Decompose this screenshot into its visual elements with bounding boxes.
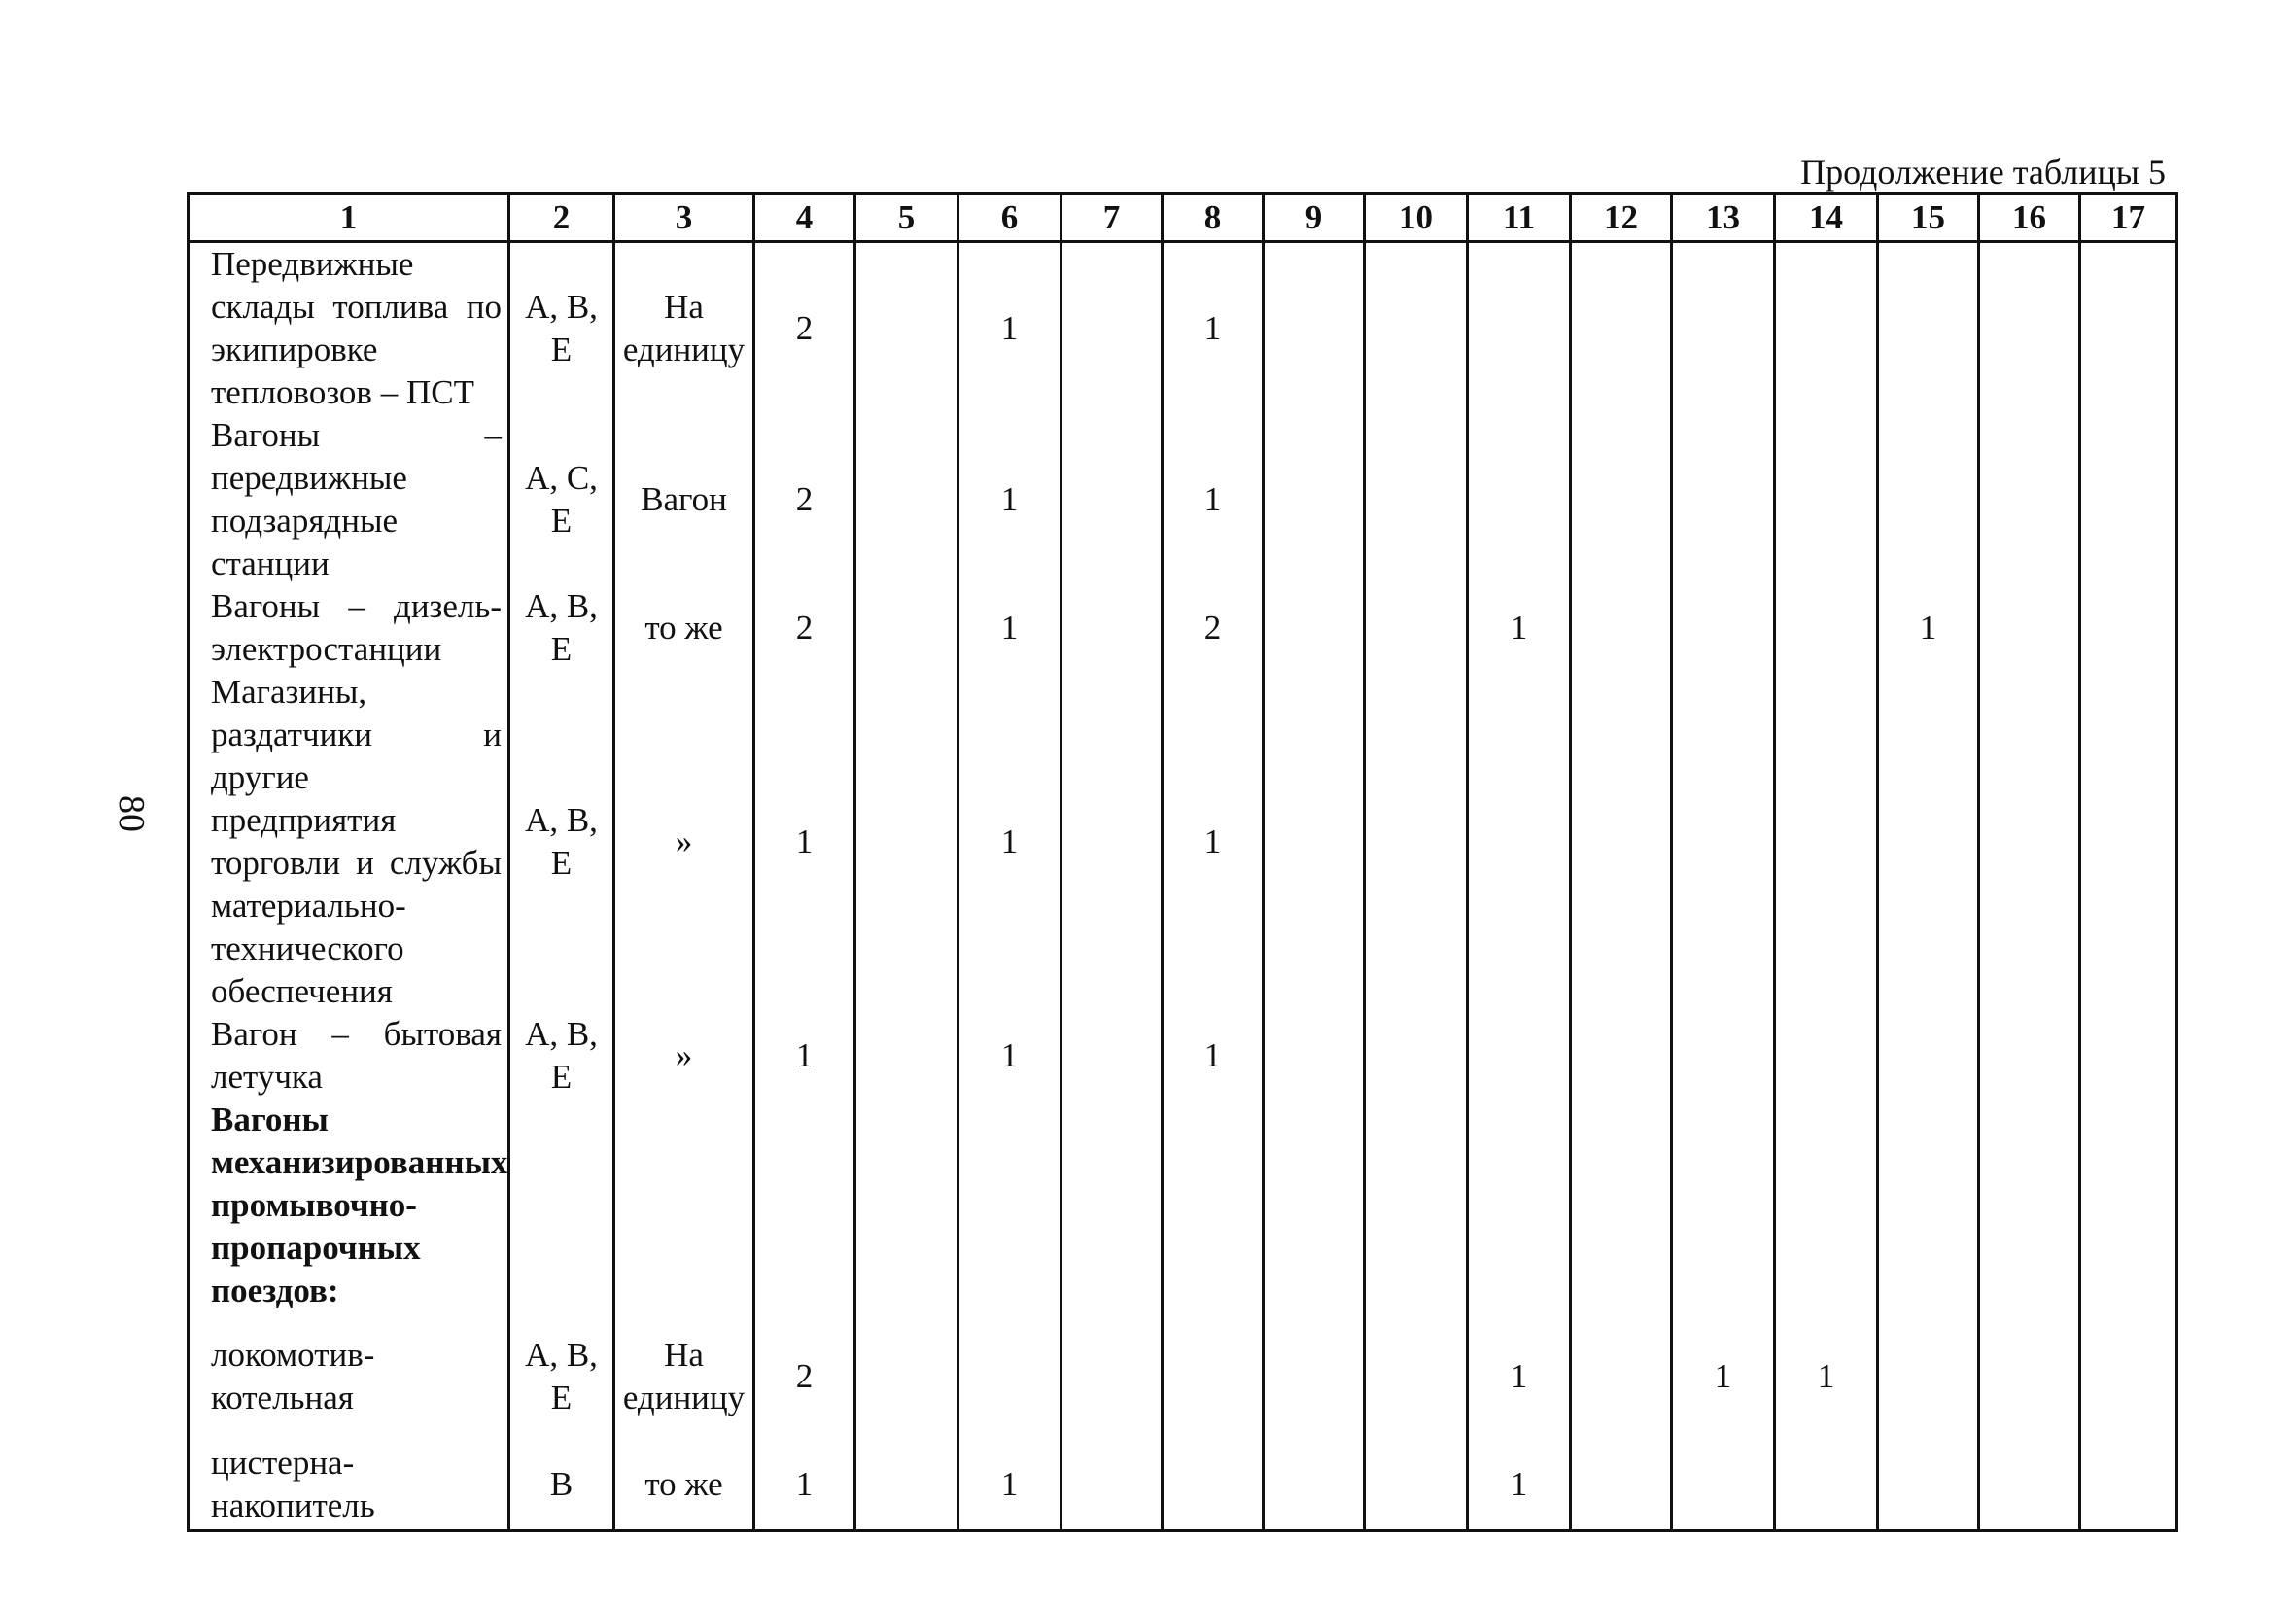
table-cell — [1775, 1013, 1878, 1099]
table-cell — [1979, 414, 2080, 585]
table-cell — [1163, 1312, 1264, 1441]
table-row — [189, 1441, 2177, 1530]
table-cell — [1775, 1099, 1878, 1312]
table-cell — [1775, 671, 1878, 1013]
table-cell — [1672, 1099, 1775, 1312]
row-name: цистерна-накопитель — [189, 1441, 509, 1530]
column-header: 7 — [1061, 194, 1163, 242]
table-cell — [1061, 414, 1163, 585]
table-cell — [1365, 671, 1468, 1013]
table-cell — [1061, 671, 1163, 1013]
column-header: 12 — [1571, 194, 1672, 242]
table-cell: 1 — [1878, 585, 1979, 671]
table-cell: 1 — [1163, 671, 1264, 1013]
table-cell — [1061, 585, 1163, 671]
table-cell — [1979, 585, 2080, 671]
table-cell — [1468, 1013, 1571, 1099]
row-name: Вагоны – дизель-электростанции — [189, 585, 509, 671]
table-cell — [1365, 1099, 1468, 1312]
table-cell — [1264, 1312, 1365, 1441]
table-cell — [1878, 671, 1979, 1013]
table-cell — [1163, 1099, 1264, 1312]
table-row — [189, 671, 2177, 1013]
table-cell — [1571, 585, 1672, 671]
table-cell — [1365, 242, 1468, 415]
table-cell — [1775, 1441, 1878, 1530]
table-cell: 1 — [754, 671, 855, 1013]
table-cell — [855, 1013, 958, 1099]
column-header: 16 — [1979, 194, 2080, 242]
table-header-row — [189, 194, 2177, 242]
table-cell — [1979, 1013, 2080, 1099]
table-cell: 1 — [1468, 585, 1571, 671]
table-cell: 1 — [1468, 1312, 1571, 1441]
column-header: 14 — [1775, 194, 1878, 242]
row-name: локомотив-котельная — [189, 1312, 509, 1441]
table-cell — [1264, 1099, 1365, 1312]
table-cell: » — [614, 1013, 754, 1099]
column-header: 8 — [1163, 194, 1264, 242]
table-cell — [1061, 242, 1163, 415]
table-row — [189, 1013, 2177, 1099]
table-cell — [1672, 585, 1775, 671]
table-cell — [1468, 671, 1571, 1013]
table-cell: то же — [614, 1441, 754, 1530]
table-cell — [1979, 1441, 2080, 1530]
table-cell — [1979, 1312, 2080, 1441]
table-cell — [2080, 242, 2177, 415]
column-header: 9 — [1264, 194, 1365, 242]
table-cell — [1571, 242, 1672, 415]
table-cell — [1878, 1312, 1979, 1441]
table-cell: А, В, Е — [509, 242, 614, 415]
table-cell: 2 — [754, 242, 855, 415]
table-cell: В — [509, 1441, 614, 1530]
table-cell — [1571, 414, 1672, 585]
table-cell: 1 — [1163, 242, 1264, 415]
table-cell — [1979, 1099, 2080, 1312]
row-name: Магазины, раздатчики и другие предприятия торговли и службы материально-технического обеспечения — [189, 671, 509, 1013]
table-cell — [1365, 585, 1468, 671]
table-cell — [855, 414, 958, 585]
table-cell — [1979, 671, 2080, 1013]
table-row — [189, 1099, 2177, 1312]
row-name: Вагоны – передвижные подзарядные станции — [189, 414, 509, 585]
table-cell: 1 — [958, 414, 1061, 585]
table-cell: 2 — [1163, 585, 1264, 671]
table-cell — [1061, 1013, 1163, 1099]
table-cell — [1672, 1441, 1775, 1530]
table-cell — [1878, 242, 1979, 415]
table-cell — [2080, 414, 2177, 585]
table-cell — [1775, 414, 1878, 585]
table-cell: А, С, Е — [509, 414, 614, 585]
table-cell — [2080, 1441, 2177, 1530]
table-cell: 1 — [754, 1013, 855, 1099]
table-cell: На единицу — [614, 242, 754, 415]
table-cell — [1264, 585, 1365, 671]
table-cell — [855, 1312, 958, 1441]
table-cell — [1468, 1099, 1571, 1312]
table-cell: 2 — [754, 1312, 855, 1441]
table-cell: 1 — [958, 671, 1061, 1013]
table-cell — [855, 671, 958, 1013]
table-cell: А, В, Е — [509, 1312, 614, 1441]
table-cell — [1878, 414, 1979, 585]
table-cell — [1061, 1441, 1163, 1530]
table-cell: 1 — [958, 242, 1061, 415]
table-cell: 1 — [958, 1441, 1061, 1530]
table-cell — [2080, 1312, 2177, 1441]
column-header: 13 — [1672, 194, 1775, 242]
table-cell — [855, 1441, 958, 1530]
table-cell — [1775, 242, 1878, 415]
column-header: 2 — [509, 194, 614, 242]
table-cell — [1672, 671, 1775, 1013]
table-cell: » — [614, 671, 754, 1013]
table-cell — [1878, 1099, 1979, 1312]
table-cell: А, В, Е — [509, 1013, 614, 1099]
table-cell — [1264, 1441, 1365, 1530]
table-cell: 1 — [958, 585, 1061, 671]
column-header: 10 — [1365, 194, 1468, 242]
table-cell — [1264, 1013, 1365, 1099]
table-row — [189, 242, 2177, 415]
table-caption: Продолжение таблицы 5 — [1800, 153, 2166, 192]
column-header: 15 — [1878, 194, 1979, 242]
table-cell — [855, 242, 958, 415]
table-cell — [1672, 1013, 1775, 1099]
table-cell: 1 — [1163, 414, 1264, 585]
table-cell — [855, 1099, 958, 1312]
row-name: Вагон – бытовая летучка — [189, 1013, 509, 1099]
column-header: 11 — [1468, 194, 1571, 242]
table-cell — [1775, 585, 1878, 671]
table-row — [189, 414, 2177, 585]
table-cell — [1571, 1013, 1672, 1099]
table-cell — [1878, 1013, 1979, 1099]
table-cell — [1571, 1441, 1672, 1530]
column-header: 3 — [614, 194, 754, 242]
table-cell — [2080, 1013, 2177, 1099]
table-cell — [958, 1099, 1061, 1312]
table-cell — [1979, 242, 2080, 415]
table-cell — [1878, 1441, 1979, 1530]
table-cell — [509, 1099, 614, 1312]
table-cell: На единицу — [614, 1312, 754, 1441]
table-cell — [1672, 242, 1775, 415]
table-cell: 1 — [958, 1013, 1061, 1099]
column-header: 17 — [2080, 194, 2177, 242]
page-number: 80 — [111, 795, 152, 832]
table-cell — [1571, 671, 1672, 1013]
table-cell — [958, 1312, 1061, 1441]
table-cell — [2080, 671, 2177, 1013]
row-name: Передвижные склады топлива по экипировке тепловозов – ПСТ — [189, 242, 509, 415]
table-cell: 1 — [1468, 1441, 1571, 1530]
table-cell — [1672, 414, 1775, 585]
column-header: 1 — [189, 194, 509, 242]
table-cell: 1 — [1163, 1013, 1264, 1099]
column-header: 4 — [754, 194, 855, 242]
table-cell — [1264, 242, 1365, 415]
table-cell: 1 — [754, 1441, 855, 1530]
table-cell — [1061, 1312, 1163, 1441]
column-header: 5 — [855, 194, 958, 242]
table-cell: 2 — [754, 585, 855, 671]
table-cell — [1365, 1013, 1468, 1099]
data-table — [187, 192, 2178, 1532]
table-cell — [1365, 414, 1468, 585]
table-cell — [1264, 671, 1365, 1013]
table-cell — [1061, 1099, 1163, 1312]
table-cell — [855, 585, 958, 671]
table-cell: то же — [614, 585, 754, 671]
column-header: 6 — [958, 194, 1061, 242]
table-cell — [1571, 1312, 1672, 1441]
table-cell — [1571, 1099, 1672, 1312]
table-cell — [1264, 414, 1365, 585]
table-cell — [614, 1099, 754, 1312]
table-cell — [2080, 585, 2177, 671]
table-row — [189, 1312, 2177, 1441]
table-cell: Вагон — [614, 414, 754, 585]
table-cell — [754, 1099, 855, 1312]
table-cell — [1468, 242, 1571, 415]
table-cell — [1163, 1441, 1264, 1530]
row-name: Вагоны механизированных промывочно-пропарочных поездов: — [189, 1099, 509, 1312]
table-cell: 2 — [754, 414, 855, 585]
table-cell — [1365, 1312, 1468, 1441]
table-cell: А, В, Е — [509, 671, 614, 1013]
table-cell — [1468, 414, 1571, 585]
table-row — [189, 585, 2177, 671]
table-cell: 1 — [1775, 1312, 1878, 1441]
table-cell — [2080, 1099, 2177, 1312]
table-cell: А, В, Е — [509, 585, 614, 671]
table-cell — [1365, 1441, 1468, 1530]
table-cell: 1 — [1672, 1312, 1775, 1441]
